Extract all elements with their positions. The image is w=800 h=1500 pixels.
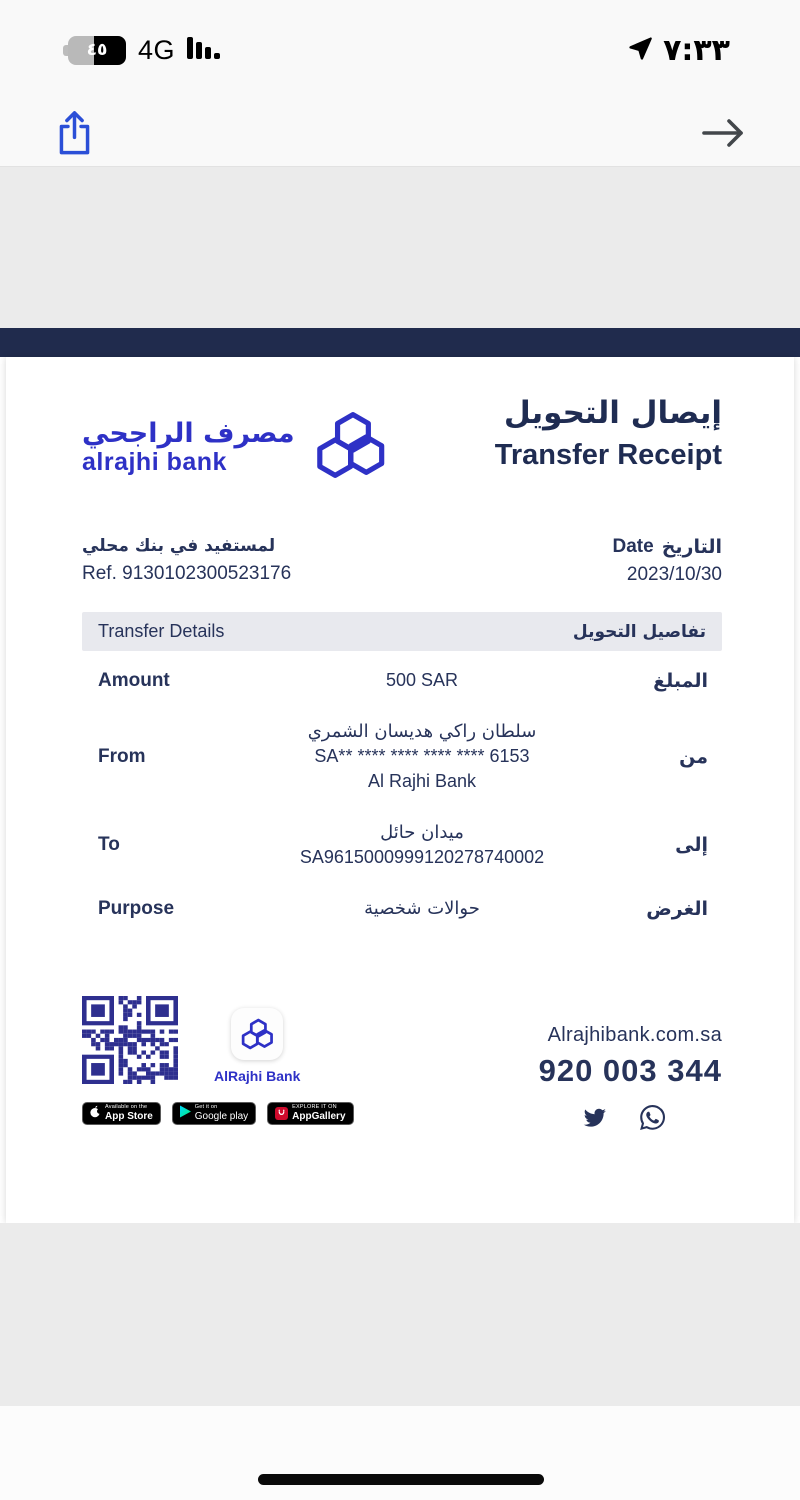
app-name-label: AlRajhi Bank bbox=[214, 1068, 301, 1084]
location-arrow-icon bbox=[627, 35, 653, 66]
beneficiary-note: لمستفيد في بنك محلي bbox=[82, 536, 276, 556]
purpose-row bbox=[82, 883, 722, 934]
amount-value: 500 SAR bbox=[385, 670, 459, 690]
details-header-english: Transfer Details bbox=[98, 621, 225, 641]
share-button[interactable] bbox=[56, 110, 93, 156]
purpose-value: حوالات شخصية bbox=[364, 898, 480, 919]
alrajhi-brand-logo bbox=[82, 407, 387, 488]
alrajhi-emblem-icon bbox=[313, 407, 387, 488]
bank-website: Alrajhibank.com.sa bbox=[547, 1024, 722, 1046]
google-play-icon bbox=[180, 1105, 191, 1123]
document-background-top bbox=[0, 166, 800, 328]
from-label-en: From bbox=[98, 745, 146, 767]
signal-bars-icon bbox=[187, 35, 227, 66]
google-play-badge[interactable]: Get it on Google play bbox=[172, 1102, 256, 1125]
twitter-icon[interactable] bbox=[581, 1105, 608, 1130]
details-header-arabic: تفاصيل التحويل bbox=[572, 621, 706, 642]
receipt-title-arabic: إيصال التحويل bbox=[503, 395, 722, 431]
social-icons-row bbox=[539, 1105, 722, 1130]
store-badges bbox=[82, 1102, 354, 1125]
clock-time: ٧:٣٣ bbox=[663, 32, 730, 68]
receipt-info-row bbox=[82, 536, 722, 586]
qr-code bbox=[82, 996, 178, 1084]
date-label: Date التاريخ bbox=[612, 536, 722, 558]
status-right-group bbox=[627, 33, 730, 68]
app-store-badge[interactable]: Available on the App Store bbox=[82, 1102, 161, 1125]
receipt-title-english: Transfer Receipt bbox=[494, 438, 722, 471]
transfer-detail-rows bbox=[82, 655, 722, 934]
amount-label-en: Amount bbox=[98, 669, 170, 691]
from-row bbox=[82, 706, 722, 807]
home-indicator[interactable] bbox=[258, 1474, 544, 1485]
navigation-bar bbox=[0, 100, 800, 166]
to-value: ميدان حائل SA9615000999120278740002 bbox=[299, 822, 545, 867]
to-row bbox=[82, 807, 722, 883]
receipt-footer bbox=[82, 996, 722, 1130]
brand-name-english: alrajhi bank bbox=[82, 448, 227, 477]
network-type-label: 4G bbox=[138, 34, 176, 65]
transfer-receipt-card bbox=[6, 357, 794, 1223]
amount-label-ar: المبلغ bbox=[653, 669, 708, 692]
app-icon-block bbox=[214, 1008, 300, 1084]
to-label-en: To bbox=[98, 834, 120, 855]
from-label-ar: من bbox=[679, 745, 708, 768]
status-bar bbox=[0, 22, 800, 78]
appgallery-icon bbox=[275, 1107, 288, 1120]
bottom-bar-zone bbox=[0, 1406, 800, 1500]
document-background-bottom bbox=[0, 1223, 800, 1406]
purpose-label-ar: الغرض bbox=[646, 897, 708, 920]
date-value: 2023/10/30 bbox=[626, 564, 722, 585]
appgallery-badge[interactable]: EXPLORE IT ON AppGallery bbox=[267, 1102, 353, 1125]
amount-row bbox=[82, 655, 722, 706]
reference-number: Ref. 9130102300523176 bbox=[82, 563, 292, 584]
battery-percent: ٤٥ bbox=[86, 40, 108, 60]
top-bar-zone bbox=[0, 0, 800, 166]
transfer-details-header bbox=[82, 612, 722, 651]
brand-name-arabic: مصرف الراجحي bbox=[82, 418, 295, 450]
apple-icon bbox=[90, 1105, 101, 1123]
receipt-top-navy-strip bbox=[0, 328, 800, 357]
whatsapp-icon[interactable] bbox=[640, 1105, 665, 1130]
status-left-group bbox=[68, 35, 227, 66]
receipt-header bbox=[82, 393, 722, 488]
purpose-label-en: Purpose bbox=[98, 897, 175, 919]
to-label-ar: إلى bbox=[675, 834, 708, 856]
from-value: سلطان راكي هديسان الشمري SA** **** **** **** **** 6153 Al Rajhi Bank bbox=[307, 721, 537, 791]
bank-phone-number: 920 003 344 bbox=[538, 1053, 722, 1088]
alrajhi-app-icon bbox=[231, 1008, 283, 1060]
battery-icon bbox=[68, 36, 126, 65]
forward-arrow-button[interactable] bbox=[700, 117, 746, 149]
